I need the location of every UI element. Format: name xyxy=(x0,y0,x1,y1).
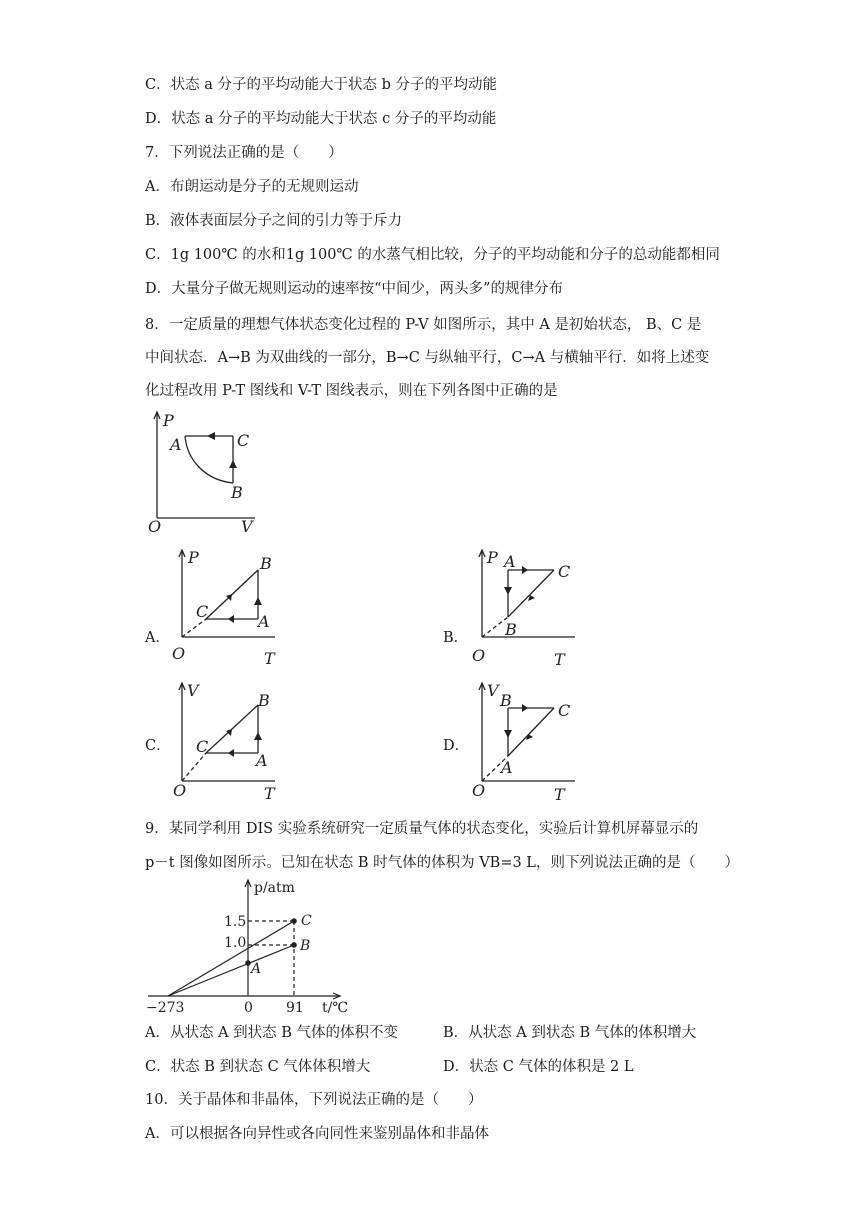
pv-o-label: O xyxy=(148,517,162,536)
question-7-option-a: A．布朗运动是分子的无规则运动 xyxy=(145,179,359,195)
option-b-graph xyxy=(470,545,585,674)
question-8-stem-3: 化过程改用 P-T 图线和 V-T 图线表示，则在下列各图中正确的是 xyxy=(145,383,558,399)
opt-d-v-label: V xyxy=(487,681,499,700)
opt-a-o-label: O xyxy=(172,644,186,663)
question-7-option-b: B．液体表面层分子之间的引力等于斥力 xyxy=(145,213,403,229)
pt-point-a-label: A xyxy=(251,961,262,977)
question-9-option-b: B．从状态 A 到状态 B 气体的体积增大 xyxy=(443,1025,697,1041)
option-c-graph xyxy=(170,678,285,807)
opt-c-o-label: O xyxy=(173,781,187,800)
pv-v-label: V xyxy=(241,517,253,536)
question-9-stem-2: p－t 图像如图所示。已知在状态 B 时气体的体积为 VB=3 L，则下列说法正确的是（ ） xyxy=(145,855,739,871)
opt-c-a-label: A xyxy=(256,751,268,770)
option-a-graph xyxy=(170,545,285,674)
pt-x-axis-label: t/℃ xyxy=(322,1000,349,1016)
question-9-option-c: C．状态 B 到状态 C 气体体积增大 xyxy=(145,1059,371,1075)
pt-point-c-label: C xyxy=(301,913,312,929)
question-8-option-b: B． xyxy=(443,630,469,646)
opt-c-b-label: B xyxy=(258,691,270,710)
opt-d-t-label: T xyxy=(554,785,565,804)
question-8-option-c: C． xyxy=(145,738,171,754)
option-c-line: C．状态 a 分子的平均动能大于状态 b 分子的平均动能 xyxy=(145,77,497,93)
p-t-graph xyxy=(140,875,360,1014)
opt-b-c-label: C xyxy=(558,562,571,581)
question-9-option-d: D．状态 C 气体的体积是 2 L xyxy=(443,1059,634,1075)
opt-c-t-label: T xyxy=(264,784,275,803)
question-9-stem-1: 9．某同学利用 DIS 实验系统研究一定质量气体的状态变化，实验后计算机屏幕显示的 xyxy=(145,821,699,837)
question-9-option-a: A．从状态 A 到状态 B 气体的体积不变 xyxy=(145,1025,399,1041)
opt-a-a-label: A xyxy=(258,612,270,631)
opt-d-o-label: O xyxy=(472,781,486,800)
pt-point-b-label: B xyxy=(300,938,311,954)
opt-a-c-label: C xyxy=(196,602,209,621)
question-7-option-c: C．1g 100℃ 的水和1g 100℃ 的水蒸气相比较，分子的平均动能和分子的总动能都相同 xyxy=(145,247,720,263)
pt-x-tick-neg273: −273 xyxy=(146,1000,185,1016)
opt-b-a-label: A xyxy=(504,552,516,571)
option-d-graph xyxy=(470,678,585,807)
opt-a-p-label: P xyxy=(188,548,199,567)
opt-d-a-label: A xyxy=(501,758,513,777)
opt-b-b-label: B xyxy=(505,620,517,639)
opt-b-p-label: P xyxy=(487,548,498,567)
opt-b-t-label: T xyxy=(554,650,565,669)
pv-p-label: P xyxy=(163,411,174,430)
question-8-option-d: D． xyxy=(443,738,470,754)
question-8-stem-2: 中间状态．A→B 为双曲线的一部分，B→C 与纵轴平行，C→A 与横轴平行．如将上述变 xyxy=(145,350,710,366)
opt-a-t-label: T xyxy=(264,649,275,668)
opt-d-c-label: C xyxy=(558,701,571,720)
pt-x-tick-0: 0 xyxy=(244,1000,253,1016)
opt-b-o-label: O xyxy=(472,646,486,665)
pt-y-axis-label: p/atm xyxy=(254,880,295,896)
opt-a-b-label: B xyxy=(260,554,272,573)
question-8-option-a: A． xyxy=(145,630,170,646)
question-10-option-a: A．可以根据各向异性或各向同性来鉴别晶体和非晶体 xyxy=(145,1126,489,1142)
question-7-option-d: D．大量分子做无规则运动的速率按“中间少，两头多”的规律分布 xyxy=(145,281,563,297)
pt-y-tick-1-5: 1.5 xyxy=(224,914,247,930)
pt-x-tick-91: 91 xyxy=(286,1000,304,1016)
question-10-stem: 10．关于晶体和非晶体，下列说法正确的是（ ） xyxy=(145,1092,483,1108)
pv-c-label: C xyxy=(237,431,250,450)
opt-c-v-label: V xyxy=(187,681,199,700)
pv-a-label: A xyxy=(170,435,182,454)
option-d-line: D．状态 a 分子的平均动能大于状态 c 分子的平均动能 xyxy=(145,111,497,127)
question-8-stem-1: 8．一定质量的理想气体状态变化过程的 P-V 如图所示，其中 A 是初始状态， B、C 是 xyxy=(145,317,702,333)
pt-y-tick-1-0: 1.0 xyxy=(224,935,247,951)
pv-diagram xyxy=(145,410,265,539)
question-7-stem: 7．下列说法正确的是（ ） xyxy=(145,145,343,161)
opt-c-c-label: C xyxy=(196,737,209,756)
pv-b-label: B xyxy=(231,483,243,502)
opt-d-b-label: B xyxy=(500,691,512,710)
